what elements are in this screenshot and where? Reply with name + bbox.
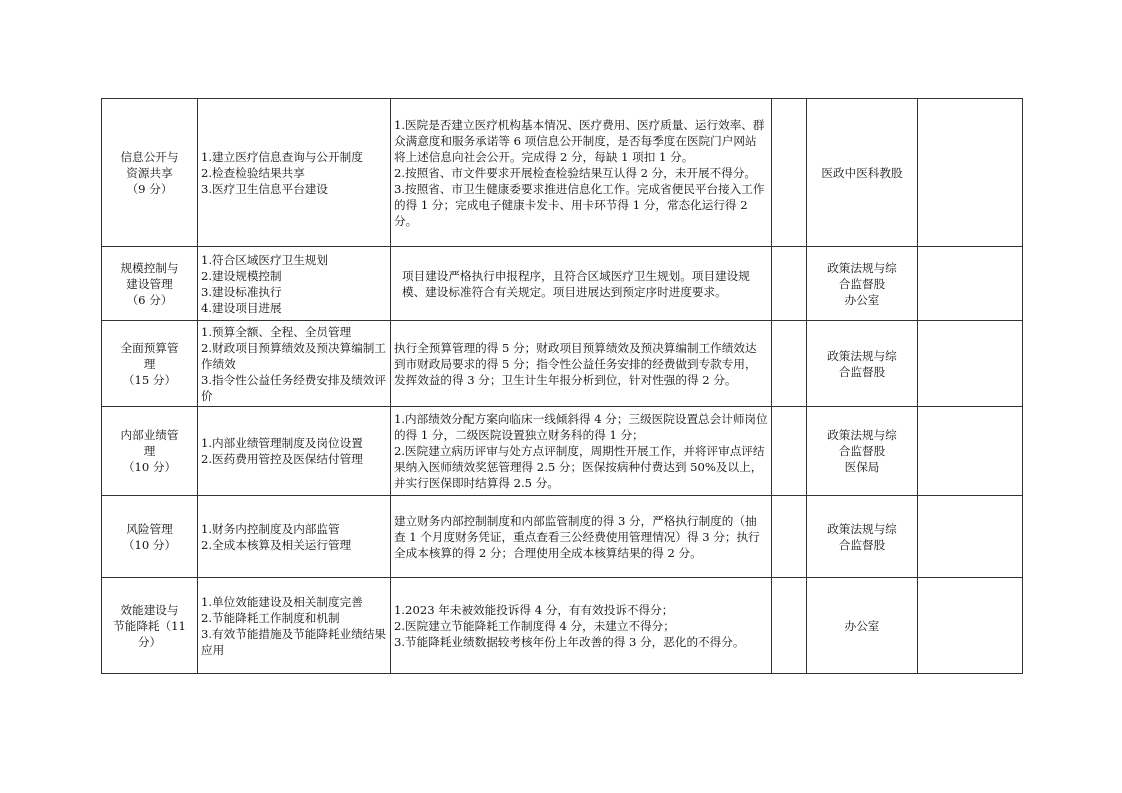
standard-text: 2.医院建立节能降耗工作制度得 4 分，未建立不得分； <box>394 618 675 633</box>
department-cell <box>807 321 918 407</box>
item-text: 1.财务内控制度及内部监管 <box>201 521 340 536</box>
table-row <box>102 496 1023 578</box>
item-text: 3.建设标准执行 <box>201 284 282 299</box>
item-text: 2.节能降耗工作制度和机制 <box>201 610 340 625</box>
standard-text: 1.医院是否建立医疗机构基本情况、医疗费用、医疗质量、运行效率、群众满意度和服务承诺等 6 项信息公开制度，是否每季度在医院门户网站将上述信息向社会公开。完成得 2 分，每缺 1 项扣 1 分。 <box>394 117 765 164</box>
standard-cell <box>391 578 772 674</box>
standard-text: 建立财务内部控制制度和内部监管制度的得 3 分，严格执行制度的（抽查 1 个月度财务凭证，重点查看三公经费使用管理情况）得 3 分；执行全成本核算的得 2 分；合理使用全成本核算结果的得 2 分。 <box>394 513 760 560</box>
item-text: 2.医药费用管控及医保结付管理 <box>201 452 363 466</box>
item-text: 3.指令性公益任务经费安排及绩效评价 <box>201 372 386 403</box>
standard-cell <box>391 407 772 496</box>
department-cell <box>807 407 918 496</box>
department-text: 办公室 <box>844 292 880 307</box>
blank-cell <box>772 321 807 407</box>
items-cell <box>198 496 391 578</box>
table-row <box>102 407 1023 496</box>
department-cell <box>807 99 918 247</box>
blank-cell <box>772 578 807 674</box>
standard-cell <box>391 247 772 321</box>
item-text: 2.全成本核算及相关运行管理 <box>201 537 352 552</box>
item-text: 2.建设规模控制 <box>201 268 282 283</box>
category-cell <box>102 99 198 247</box>
table-row <box>102 578 1023 674</box>
item-text: 1.建立医疗信息查询与公开制度 <box>201 149 363 164</box>
category-cell <box>102 247 198 321</box>
items-cell <box>198 407 391 496</box>
category-score: （10 分） <box>122 537 177 552</box>
category-cell <box>102 321 198 407</box>
blank-cell <box>918 99 1023 247</box>
items-cell <box>198 578 391 674</box>
category-text: 资源共享 <box>126 165 173 180</box>
category-text: 效能建设与 <box>120 602 179 617</box>
standard-text: 2.医院建立病历评审与处方点评制度，周期性开展工作，并将评审点评结果纳入医师绩效奖惩管理得 2.5 分；医保按病种付费达到 50%及以上，并实行医保即时结算得 2.5 分。 <box>394 444 765 490</box>
category-text: 理 <box>143 356 156 371</box>
blank-cell <box>772 496 807 578</box>
item-text: 3.医疗卫生信息平台建设 <box>201 181 328 196</box>
category-text: 节能降耗（11 <box>113 618 186 633</box>
item-text: 1.单位效能建设及相关制度完善 <box>201 594 363 609</box>
category-score: 分） <box>137 634 162 649</box>
standard-text: 3.节能降耗业绩数据较考核年份上年改善的得 3 分，恶化的不得分。 <box>394 634 745 649</box>
standard-cell <box>391 99 772 247</box>
category-text: 全面预算管 <box>120 340 179 355</box>
blank-cell <box>772 247 807 321</box>
category-score: （15 分） <box>122 372 177 387</box>
category-text: 信息公开与 <box>120 149 179 164</box>
department-cell <box>807 496 918 578</box>
category-text: 风险管理 <box>126 521 173 536</box>
category-cell <box>102 496 198 578</box>
blank-cell <box>918 407 1023 496</box>
blank-cell <box>918 247 1023 321</box>
department-text: 政策法规与综合监督股 <box>827 428 897 458</box>
department-text: 医政中医科教股 <box>821 165 903 180</box>
blank-cell <box>772 407 807 496</box>
item-text: 4.建设项目进展 <box>201 300 282 315</box>
standard-cell <box>391 321 772 407</box>
standard-text: 3.按照省、市卫生健康委要求推进信息化工作。完成省便民平台接入工作的得 1 分；完成电子健康卡发卡、用卡环节得 1 分，常态化运行得 2 分。 <box>394 181 765 228</box>
item-text: 1.内部业绩管理制度及岗位设置 <box>201 436 363 450</box>
blank-cell <box>918 321 1023 407</box>
standard-cell <box>391 496 772 578</box>
department-cell <box>807 578 918 674</box>
item-text: 1.符合区域医疗卫生规划 <box>201 252 328 267</box>
assessment-table <box>101 98 1023 674</box>
category-score: （10 分） <box>122 460 177 474</box>
category-cell <box>102 407 198 496</box>
standard-text: 执行全预算管理的得 5 分；财政项目预算绩效及预决算编制工作绩效达到市财政局要求的得 5 分；指令性公益任务安排的经费做到专款专用，发挥效益的得 3 分；卫生计生年报分析到位，针对性强的得 2 分。 <box>394 340 757 387</box>
item-text: 2.财政项目预算绩效及预决算编制工作绩效 <box>201 340 386 371</box>
department-text: 政策法规与综合监督股 <box>827 260 897 291</box>
department-text: 政策法规与综合监督股 <box>827 348 897 379</box>
standard-text: 2.按照省、市文件要求开展检查检验结果互认得 2 分，未开展不得分。 <box>394 165 757 180</box>
department-text: 医保局 <box>844 460 880 474</box>
department-text: 办公室 <box>844 618 880 633</box>
category-text: 理 <box>143 444 156 458</box>
item-text: 3.有效节能措施及节能降耗业绩结果应用 <box>201 626 386 657</box>
standard-text: 1.内部绩效分配方案向临床一线倾斜得 4 分；三级医院设置总会计师岗位的得 1 分，二级医院设置独立财务科的得 1 分； <box>394 412 768 442</box>
items-cell <box>198 247 391 321</box>
items-cell <box>198 99 391 247</box>
blank-cell <box>918 578 1023 674</box>
table-row <box>102 99 1023 247</box>
department-cell <box>807 247 918 321</box>
standard-text: 1.2023 年未被效能投诉得 4 分，有有效投诉不得分； <box>394 602 674 617</box>
table-row <box>102 247 1023 321</box>
category-text: 内部业绩管 <box>120 428 179 442</box>
table-row <box>102 321 1023 407</box>
category-text: 规模控制与 <box>120 260 179 275</box>
category-score: （6 分） <box>126 292 173 307</box>
blank-cell <box>772 99 807 247</box>
department-text: 政策法规与综合监督股 <box>827 521 897 552</box>
item-text: 2.检查检验结果共享 <box>201 165 305 180</box>
category-score: （9 分） <box>126 181 173 196</box>
standard-text: 项目建设严格执行申报程序，且符合区域医疗卫生规划。项目建设规模、建设标准符合有关规定。项目进展达到预定序时进度要求。 <box>402 268 750 299</box>
item-text: 1.预算全额、全程、全员管理 <box>201 324 352 339</box>
category-cell <box>102 578 198 674</box>
category-text: 建设管理 <box>126 276 173 291</box>
items-cell <box>198 321 391 407</box>
blank-cell <box>918 496 1023 578</box>
